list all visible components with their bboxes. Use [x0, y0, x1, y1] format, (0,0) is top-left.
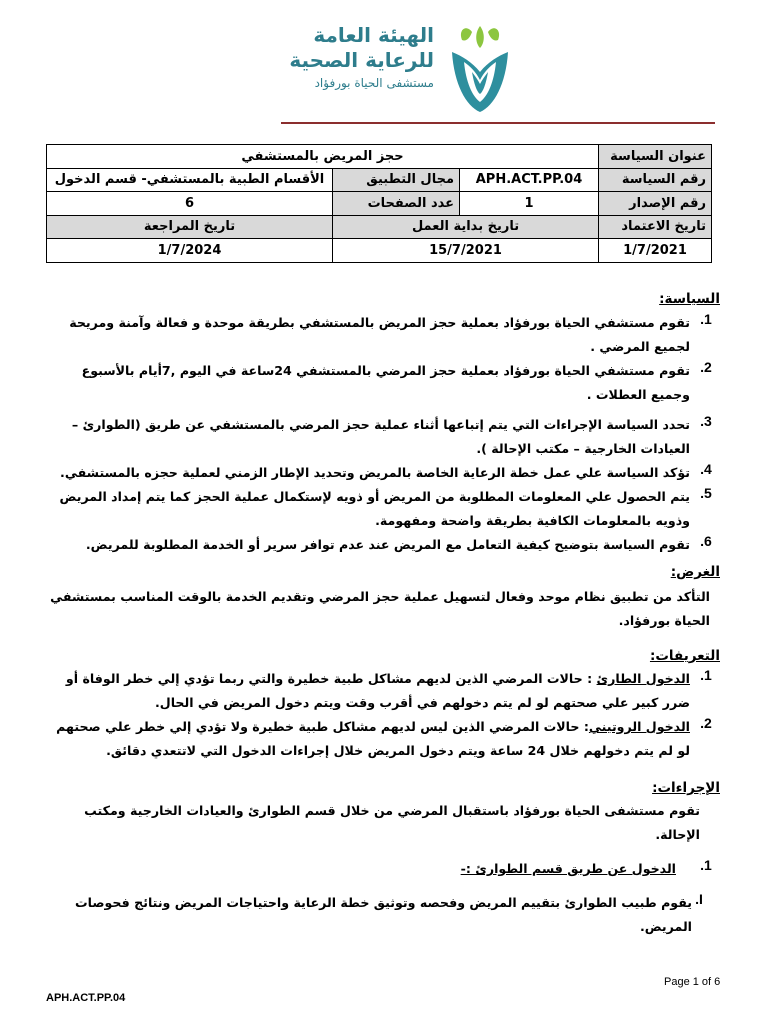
start-date-label: تاريخ بداية العمل — [333, 215, 599, 239]
list-text: يقوم طبيب الطوارئ بتقييم المريض وفحصه وتوثيق خطة الرعاية واحتياجات المريض ونتائج فحوصات المريض. — [74, 895, 692, 934]
review-date-label: تاريخ المراجعة — [47, 215, 333, 239]
definition-text: : حالات المرضي الذين ليس لديهم مشاكل طبية خطيرة ولا تؤدي إلي خطر علي صحتهم لو لم يتم دخولهم خلال 24 ساعة ويتم دخول المريض خلال إجراءات الدخول التي لاتتعدي دقائق. — [56, 719, 690, 758]
table-row — [47, 192, 712, 216]
definition-term: الدخول الروتيني — [588, 719, 690, 734]
page-count-value: 6 — [47, 192, 333, 216]
definition-term: الدخول الطارئ — [596, 671, 690, 686]
page-count-label: عدد الصفحات — [333, 192, 460, 216]
issue-number-value: 1 — [460, 192, 599, 216]
list-number: 1. — [700, 857, 712, 873]
policy-heading: السياسة: — [659, 291, 720, 307]
policy-list — [40, 311, 722, 557]
organization-logo — [284, 22, 530, 114]
purpose-text: التأكد من تطبيق نظام موحد وفعال لتسهيل عملية حجز المرضي وتقديم الخدمة بالوقت المناسب بمستشفي الحياة بورفؤاد. — [50, 589, 710, 628]
policy-number-label: رقم السياسة — [599, 168, 712, 192]
logo-hospital-name: مستشفى الحياة بورفؤاد — [314, 76, 434, 90]
start-date-value: 15/7/2021 — [333, 239, 599, 263]
review-date-value: 1/7/2024 — [47, 239, 333, 263]
list-item — [40, 311, 722, 359]
subsection-heading — [40, 857, 690, 881]
list-number: 2. — [700, 715, 712, 731]
list-text: تحدد السياسة الإجراءات التي يتم إتباعها أثناء عملية حجز المرضي بالمستشفي عن طريق (الطوارئ – العيادات الخارجية – مكتب الإحالة ). — [71, 417, 690, 456]
list-item — [40, 667, 722, 715]
policy-title-label: عنوان السياسة — [599, 145, 712, 169]
policy-number-value: APH.ACT.PP.04 — [460, 168, 599, 192]
list-text — [40, 667, 690, 715]
header-divider — [281, 122, 715, 124]
list-text: تقوم مستشفي الحياة بورفؤاد بعملية حجز المرضي بالمستشفي 24ساعة في اليوم ,7أيام بالأسبوع وجميع العطلات . — [81, 363, 690, 402]
list-item — [40, 891, 722, 939]
page-number: Page 1 of 6 — [664, 976, 721, 988]
table-row — [47, 215, 712, 239]
list-item — [40, 533, 722, 557]
table-row — [47, 145, 712, 169]
list-text: تؤكد السياسة علي عمل خطة الرعاية الخاصة بالمريض وتحديد الإطار الزمني لعملية حجزه بالمستشفي. — [60, 465, 690, 480]
list-number: 2. — [700, 359, 712, 375]
list-number: 1. — [700, 667, 712, 683]
lotus-emblem-icon — [440, 22, 520, 114]
scope-value: الأقسام الطبية بالمستشفي- قسم الدخول — [47, 168, 333, 192]
list-number: 3. — [700, 413, 712, 429]
approval-date-value: 1/7/2021 — [599, 239, 712, 263]
procedures-subsection — [40, 857, 722, 881]
list-item — [40, 413, 722, 461]
policy-title-value: حجز المريض بالمستشفي — [47, 145, 599, 169]
list-text: يتم الحصول علي المعلومات المطلوبة من المريض أو ذويه لإستكمال عملية الحجز كما يتم إمداد المريض وذويه بالمعلومات الكافية بطريقة واضحة ومفهومة. — [59, 489, 690, 528]
scope-label: مجال التطبيق — [333, 168, 460, 192]
definitions-list — [40, 667, 722, 763]
list-item — [40, 485, 722, 533]
logo-org-name-line1: الهيئة العامة — [313, 23, 434, 47]
policy-info-table — [46, 144, 712, 263]
list-number: I. — [695, 891, 703, 907]
logo-text — [284, 22, 434, 92]
list-number: 1. — [700, 311, 712, 327]
issue-number-label: رقم الإصدار — [599, 192, 712, 216]
definition-text: : حالات المرضي الذين لديهم مشاكل طبية خطيرة والتي ربما تؤدي إلي خطر الوفاة أو ضرر كبير علي صحتهم لو لم يتم دخولهم في أقرب وقت ويتم دخول المريض في الحال. — [65, 671, 690, 710]
list-item — [40, 461, 722, 485]
list-number: 6. — [700, 533, 712, 549]
list-text: تقوم مستشفي الحياة بورفؤاد بعملية حجز المريض بالمستشفي بطريقة موحدة و فعالة وآمنة ومريحة لجميع المرضي . — [69, 315, 690, 354]
purpose-heading: الغرض: — [670, 564, 720, 580]
logo-org-name-line2: للرعاية الصحية — [289, 48, 434, 72]
list-text: تقوم السياسة بتوضيح كيفية التعامل مع المريض عند عدم توافر سرير أو الخدمة المطلوبة للمريض. — [85, 537, 690, 552]
footer-document-code: APH.ACT.PP.04 — [46, 992, 126, 1004]
list-text — [40, 715, 690, 763]
document-body — [40, 288, 722, 939]
list-number: 5. — [700, 485, 712, 501]
table-row — [47, 168, 712, 192]
subsection-heading-text: الدخول عن طريق قسم الطوارئ :- — [460, 861, 676, 876]
procedures-heading: الإجراءات: — [652, 780, 720, 796]
definitions-heading: التعريفات: — [649, 648, 720, 664]
procedures-intro: تقوم مستشفى الحياة بورفؤاد باستقبال المرضي من خلال قسم الطوارئ والعيادات الخارجية ومكتب الإحالة. — [84, 803, 700, 842]
table-row — [47, 239, 712, 263]
approval-date-label: تاريخ الاعتماد — [599, 215, 712, 239]
list-number: 4. — [700, 461, 712, 477]
list-item — [40, 359, 722, 407]
list-item — [40, 715, 722, 763]
